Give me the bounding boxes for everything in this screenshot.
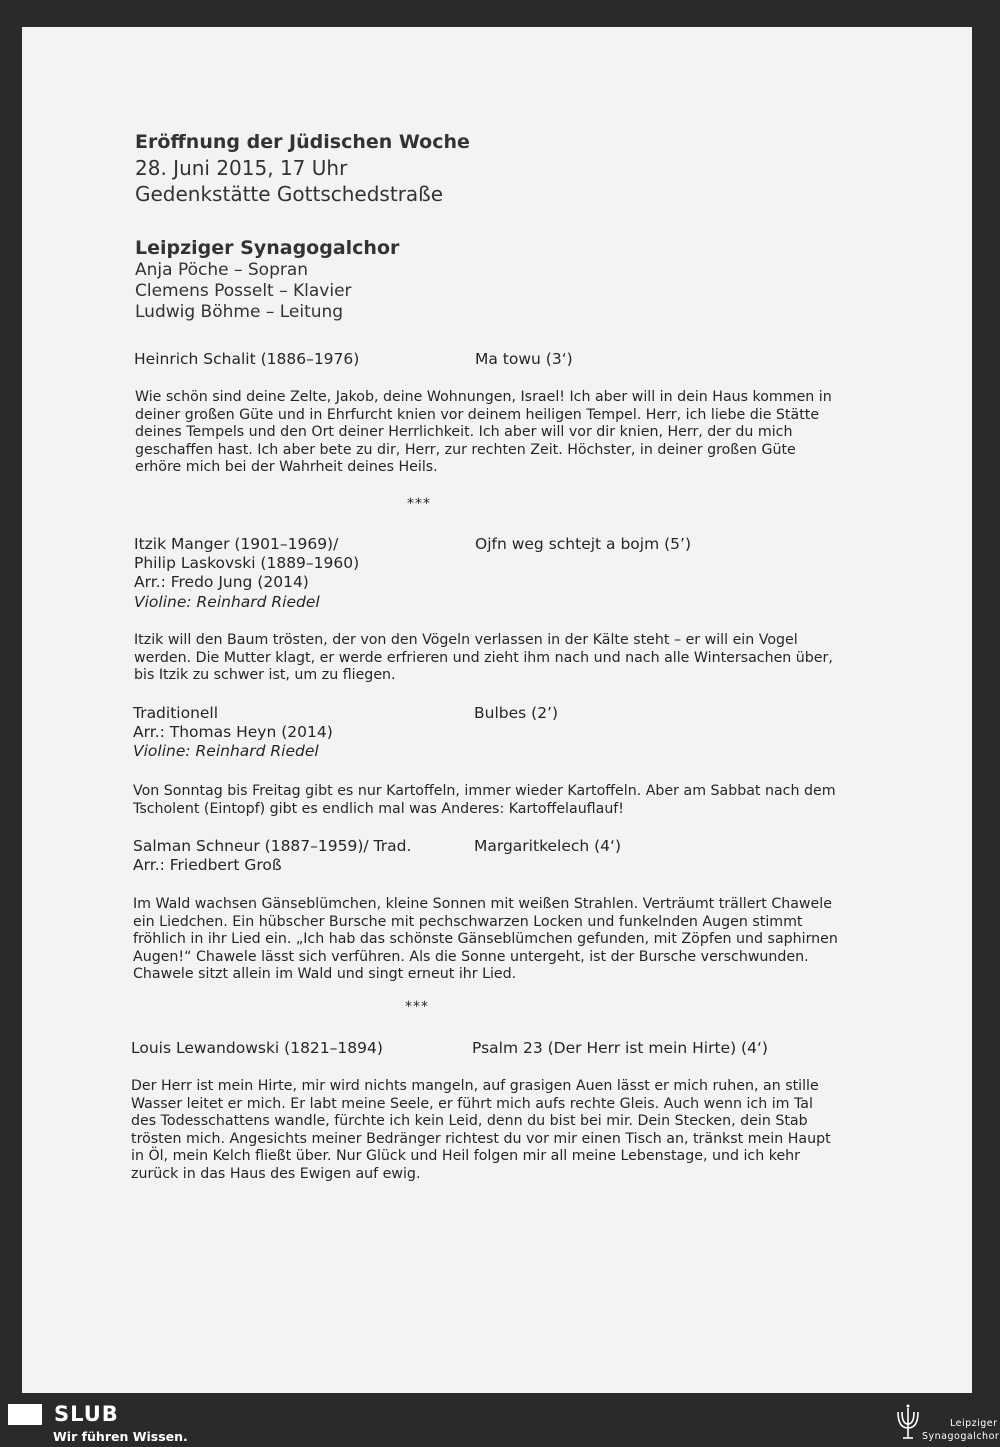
partner-name-line2: Synagogalchor [922,1431,1000,1442]
piece-description: Im Wald wachsen Gänseblümchen, kleine Sonnen mit weißen Strahlen. Verträumt trällert Chawele ein Liedchen. Ein hübscher Bursche mit pechschwarzen Locken und funkelnden Augen stimmt fröhlich in ihr Lied ein. „Ich hab das schönste Gänseblümchen gefunden, mit Zöpfen und saphirnen Augen!“ Chawele lässt sich verführen. Als die Sonne untergeht, ist der Bursche verschwunden. Chawele sitzt allein im Wald und singt erneut ihr Lied. [133,896,838,983]
section-separator: *** [405,999,429,1015]
piece-composer: Salman Schneur (1887–1959)/ Trad. [133,837,412,855]
piece-arranger: Arr.: Thomas Heyn (2014) [133,723,333,741]
piece-soloist: Violine: Reinhard Riedel [134,593,320,611]
slub-logo-icon [8,1404,42,1425]
piece-description: Von Sonntag bis Freitag gibt es nur Kartoffeln, immer wieder Kartoffeln. Aber am Sabbat nach dem Tscholent (Eintopf) gibt es endlich mal was Anderes: Kartoffelauflauf! [133,783,836,817]
event-title: Eröffnung der Jüdischen Woche [135,131,470,153]
event-venue: Gedenkstätte Gottschedstraße [135,182,444,206]
piece-description: Itzik will den Baum trösten, der von den Vögeln verlassen in der Kälte steht – er will ein Vogel werden. Die Mutter klagt, er werde erfrieren und zieht ihm nach und nach alle Wintersachen über, bis Itzik zu schwer ist, um zu fliegen. [134,632,833,684]
piece-arranger: Arr.: Friedbert Groß [133,856,282,874]
cast-member: Anja Pöche – Sopran [135,260,309,280]
piece-composer: Heinrich Schalit (1886–1976) [134,350,360,368]
piece-title: Margaritkelech (4‘) [474,837,622,855]
cast-member: Clemens Posselt – Klavier [135,281,352,301]
piece-title: Ma towu (3‘) [475,350,573,368]
partner-name-line1: Leipziger [950,1418,998,1429]
piece-composer: Philip Laskovski (1889–1960) [134,554,360,572]
piece-arranger: Arr.: Fredo Jung (2014) [134,573,309,591]
cast-member: Ludwig Böhme – Leitung [135,302,344,322]
slub-tagline: Wir führen Wissen. [53,1429,188,1444]
slub-name: SLUB [54,1402,119,1426]
piece-title: Bulbes (2’) [474,704,559,722]
piece-description: Der Herr ist mein Hirte, mir wird nichts mangeln, auf grasigen Auen lässt er mich ruhen, an stille Wasser leitet er mich. Er labt meine Seele, er führt mich aufs rechte Gleis. Auch wenn ich im Tal des Todesschattens wandle, fürchte ich kein Leid, denn du bist bei mir. Dein Stecken, dein Stab trösten mich. Angesichts meiner Bedränger richtest du vor mir einen Tisch an, tränkst mein Haupt in Öl, mein Kelch fließt über. Nur Glück und Heil folgen mir all meine Lebenstage, und ich kehr zurück in das Haus des Ewigen auf ewig. [131,1078,831,1182]
event-date: 28. Juni 2015, 17 Uhr [135,156,348,180]
piece-composer: Itzik Manger (1901–1969)/ [134,535,339,553]
piece-composer: Traditionell [133,704,219,722]
piece-title: Psalm 23 (Der Herr ist mein Hirte) (4‘) [472,1039,768,1057]
piece-composer: Louis Lewandowski (1821–1894) [131,1039,383,1057]
menorah-icon [895,1402,921,1442]
piece-description: Wie schön sind deine Zelte, Jakob, deine Wohnungen, Israel! Ich aber will in dein Haus kommen in deiner großen Güte und in Ehrfurcht knien vor deinem heiligen Tempel. Herr, ich liebe die Stätte deines Tempels und den Ort deiner Herrlichkeit. Ich aber will vor dir knien, Herr, der du mich geschaffen hast. Ich aber bete zu dir, Herr, zur rechten Zeit. Höchster, in deiner großen Güte erhöre mich bei der Wahrheit deines Heils. [135,389,832,476]
piece-title: Ojfn weg schtejt a bojm (5’) [475,535,692,553]
footer-bar [0,1398,1000,1447]
section-separator: *** [407,496,431,512]
piece-soloist: Violine: Reinhard Riedel [133,742,319,760]
choir-name: Leipziger Synagogalchor [135,237,400,259]
